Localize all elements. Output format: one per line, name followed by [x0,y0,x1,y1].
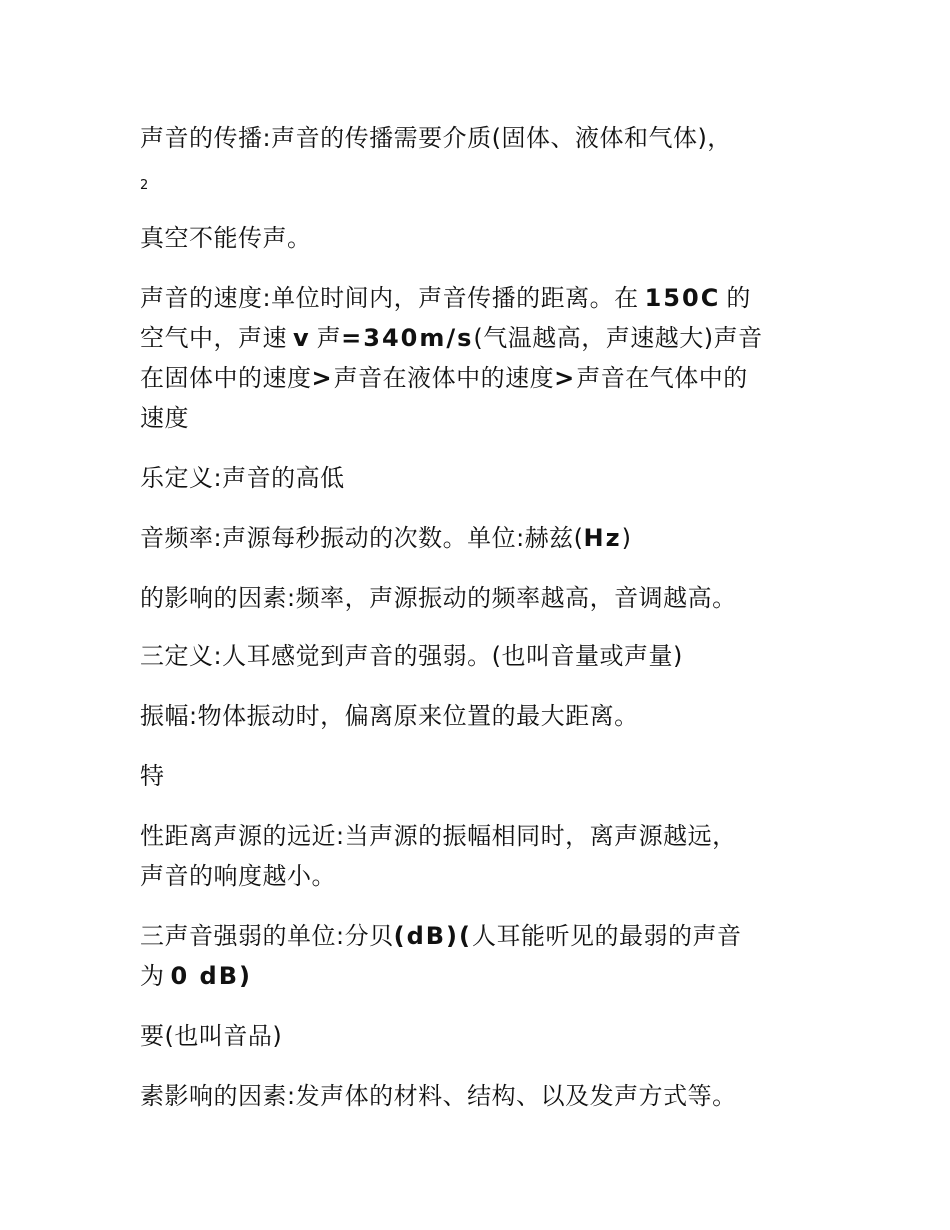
footnote-marker: 2 [140,178,149,193]
text-line-distance-2: 声音的响度越小。 [140,862,336,890]
speed-value: =340m/s [341,324,474,352]
text-line-timbre-factor: 素影响的因素:发声体的材料、结构、以及发声方式等。 [140,1082,737,1110]
greater-than-sign: > [554,364,577,392]
text-line-amplitude: 振幅:物体振动时，偏离原来位置的最大距离。 [140,702,639,730]
text-line-speed-1 [140,278,820,318]
text-line-distance-1: 性距离声源的远近:当声源的振幅相同时，离声源越远， [140,822,737,850]
text-span: ) [621,524,632,552]
unit-hz: Hz [583,524,622,552]
text-span: (气温越高，声速越大)声音 [473,324,763,352]
greater-than-sign: > [311,364,334,392]
text-span: 人耳能听见的最弱的声音 [471,922,742,950]
text-line-propagation: 声音的传播:声音的传播需要介质(固体、液体和气体)， [140,124,732,152]
text-line-pitch-factor: 的影响的因素:频率，声源振动的频率越高，音调越高。 [140,584,737,612]
text-line-loudness-definition: 三定义:人耳感觉到声音的强弱。(也叫音量或声量) [140,642,683,670]
text-span: 为 [140,962,165,990]
text-line-characteristic: 特 [140,762,165,790]
text-span: 音频率:声源每秒振动的次数。单位:赫兹( [140,524,584,552]
text-line-frequency [140,518,820,558]
zero-db-value: 0 dB) [170,962,252,990]
text-span: 声音在气体中的 [576,364,748,392]
text-line-speed-2 [140,318,820,358]
text-span: 声 [316,324,342,352]
text-span: 在固体中的速度 [140,364,312,392]
text-line-vacuum: 真空不能传声。 [140,224,312,252]
unit-db: (dB)( [393,922,472,950]
symbol-v: v [293,324,311,352]
text-span: 声音在液体中的速度 [333,364,555,392]
text-span: 的 [726,284,751,312]
text-span: 空气中，声速 [140,324,287,352]
temperature-value: 150C [644,284,721,312]
text-line-speed-4: 速度 [140,404,189,432]
text-line-timbre: 要(也叫音品) [140,1022,283,1050]
text-span: 三声音强弱的单位:分贝 [140,922,394,950]
text-span: 声音的速度:单位时间内，声音传播的距离。在 [140,284,639,312]
text-line-pitch-definition: 乐定义:声音的高低 [140,464,345,492]
text-line-decibel-2 [140,956,820,996]
text-line-decibel-1 [140,916,820,956]
text-line-speed-3 [140,358,820,398]
